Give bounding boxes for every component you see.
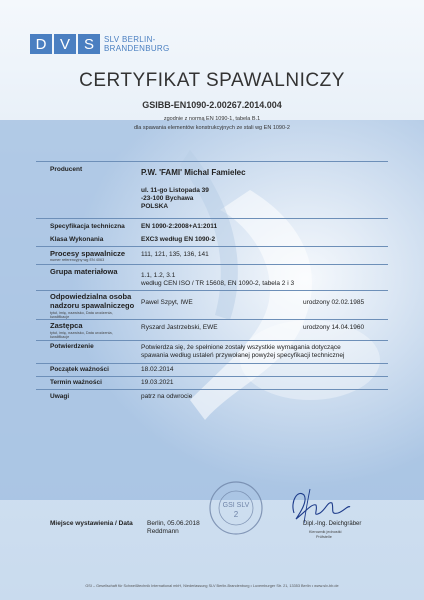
signatory-role-2: Prüfstelle bbox=[316, 535, 332, 539]
svg-text:V: V bbox=[59, 36, 71, 53]
certificate-title: CERTYFIKAT SPAWALNICZY bbox=[79, 70, 345, 91]
svg-text:GSI SLV: GSI SLV bbox=[222, 502, 250, 509]
producer-country: POLSKA bbox=[141, 203, 169, 210]
supervisor-birthdate: urodzony 02.02.1985 bbox=[303, 299, 365, 306]
material-group-value-1: 1.1, 1.2, 3.1 bbox=[141, 272, 176, 279]
divider bbox=[36, 246, 388, 247]
supervisor-value: Pawel Szpyt, IWE bbox=[141, 299, 193, 306]
svg-text:D: D bbox=[35, 36, 47, 53]
place-date-value: Berlin, 05.06.2018 bbox=[147, 520, 200, 527]
signatory-role-1: Kierownik jednostki bbox=[309, 530, 342, 534]
organization-line-2: BRANDENBURG bbox=[104, 44, 170, 53]
place-date-signer: Reddmann bbox=[147, 528, 179, 535]
organization-name bbox=[104, 35, 170, 53]
remarks-label: Uwagi bbox=[50, 393, 70, 400]
spec-label: Specyfikacja techniczna bbox=[50, 223, 125, 230]
supervisor-sub-2: kwalifikacje bbox=[50, 315, 70, 319]
valid-until-value: 19.03.2021 bbox=[141, 379, 174, 386]
spec-value: EN 1090-2:2008+A1:2011 bbox=[141, 223, 218, 230]
material-group-label: Grupa materiałowa bbox=[50, 267, 118, 276]
intro-line-1: zgodnie z normą EN 1090-1, tabela B.1 bbox=[163, 116, 261, 122]
deputy-sub-2: kwalifikacje bbox=[50, 335, 70, 339]
producer-name: P.W. 'FAMI' Michal Famielec bbox=[141, 168, 246, 177]
deputy-label: Zastępca bbox=[50, 321, 83, 330]
divider bbox=[36, 161, 388, 162]
certificate-number: GSIBB-EN1090-2.00267.2014.004 bbox=[142, 100, 282, 110]
svg-text:S: S bbox=[83, 36, 95, 53]
process-value: 111, 121, 135, 136, 141 bbox=[141, 251, 209, 258]
divider bbox=[36, 363, 388, 364]
supervisor-sub-1: tytuł, imię, nazwisko, Data urodzenia, bbox=[50, 311, 113, 315]
footer-address: GSI – Gesellschaft für Schweißtechnik International mbH, Niederlassung SLV Berlin-Brandenburg • Luxemburger Str. 21, 13353 Berlin • www.slv-bb.de bbox=[85, 584, 339, 588]
dvs-logo bbox=[30, 34, 100, 54]
divider bbox=[36, 376, 388, 377]
place-date-label: Miejsce wystawienia / Data bbox=[50, 520, 133, 527]
divider bbox=[36, 218, 388, 219]
process-sub: numer referencyjny wg EN 4063 bbox=[50, 258, 105, 262]
valid-until-label: Termin ważności bbox=[50, 379, 102, 386]
svg-text:2: 2 bbox=[233, 510, 239, 519]
supervisor-label-2: nadzoru spawalniczego bbox=[50, 301, 135, 310]
divider bbox=[36, 264, 388, 265]
class-value: EXC3 według EN 1090-2 bbox=[141, 236, 216, 243]
valid-from-value: 18.02.2014 bbox=[141, 366, 174, 373]
deputy-value: Ryszard Jastrzebski, EWE bbox=[141, 324, 218, 331]
divider bbox=[36, 319, 388, 320]
deputy-sub-1: tytuł, imię, nazwisko, Data urodzenia, bbox=[50, 331, 113, 335]
confirmation-line-1: Potwierdza się, że spełnione zostały wszystkie wymagania dotyczące bbox=[141, 344, 341, 351]
divider bbox=[36, 290, 388, 291]
deputy-birthdate: urodzony 14.04.1960 bbox=[303, 324, 365, 331]
organization-line-1: SLV BERLIN- bbox=[104, 35, 156, 44]
supervisor-label-1: Odpowiedzialna osoba bbox=[50, 292, 132, 301]
signatory-name: Dipl.-Ing. Deichgräber bbox=[303, 521, 362, 527]
divider bbox=[36, 340, 388, 341]
producer-address-2: -23-100 Bychawa bbox=[141, 195, 194, 202]
official-stamp bbox=[208, 480, 264, 536]
confirmation-line-2: spawania według ustaleń przywołanej powyżej specyfikacji technicznej bbox=[141, 352, 345, 359]
process-label: Procesy spawalnicze bbox=[50, 249, 126, 258]
material-group-value-2: według CEN ISO / TR 15608, EN 1090-2, tabela 2 i 3 bbox=[141, 280, 295, 287]
remarks-value: patrz na odwrocie bbox=[141, 393, 193, 400]
intro-line-2: dla spawania elementów konstrukcyjnych ze stali wg EN 1090-2 bbox=[134, 125, 290, 131]
divider bbox=[36, 389, 388, 390]
producer-label: Producent bbox=[50, 166, 83, 173]
valid-from-label: Początek ważności bbox=[50, 366, 109, 373]
confirmation-label: Potwierdzenie bbox=[50, 343, 94, 350]
class-label: Klasa Wykonania bbox=[50, 236, 104, 243]
producer-address-1: ul. 11-go Listopada 39 bbox=[141, 187, 209, 194]
